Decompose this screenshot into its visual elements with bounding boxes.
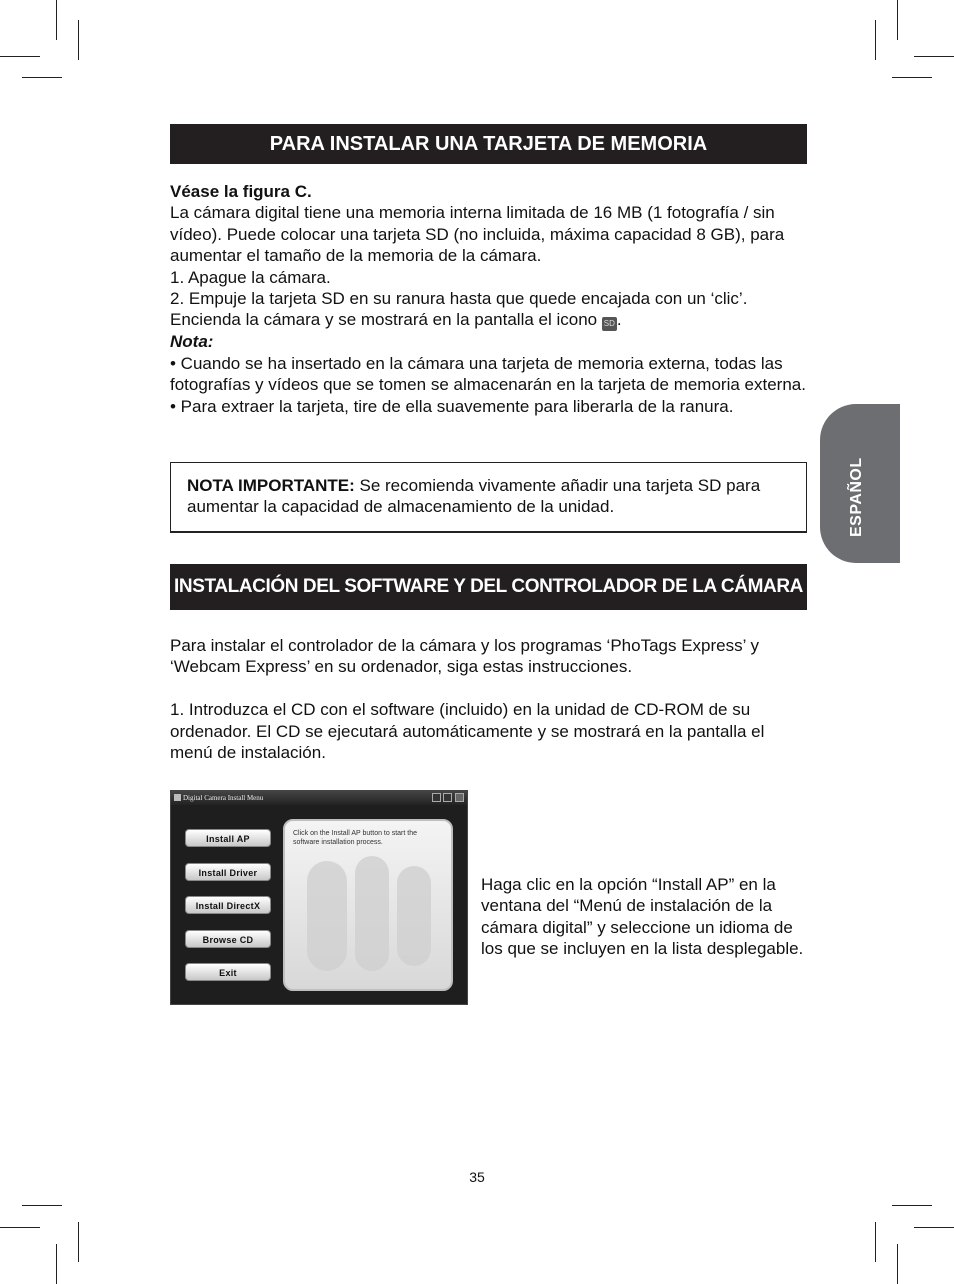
section-title-software: INSTALACIÓN DEL SOFTWARE Y DEL CONTROLADOR DE LA CÁMARA	[170, 564, 807, 610]
installer-panel-text: Click on the Install AP button to start the software installation process.	[293, 830, 417, 846]
crop-mark	[56, 0, 57, 40]
crop-mark	[78, 1222, 79, 1262]
spacer	[170, 678, 810, 699]
note-1: • Cuando se ha insertado en la cámara una tarjeta de memoria externa, todas las fotografías y vídeos que se tomen se almacenarán en la tarjeta de memoria externa.	[170, 353, 806, 395]
crop-mark	[897, 1244, 898, 1284]
maximize-icon[interactable]	[443, 793, 452, 802]
software-instructions	[170, 635, 810, 763]
language-tab-label: ESPAÑOL	[848, 457, 865, 537]
panel-watermark	[307, 861, 347, 971]
crop-mark	[0, 1227, 40, 1228]
installer-window-title: Digital Camera Install Menu	[183, 794, 264, 802]
install-directx-button[interactable]: Install DirectX	[185, 896, 271, 914]
step-2-text: 2. Empuje la tarjeta SD en su ranura hasta que quede encajada con un ‘clic’. Encienda la cámara y se mostrará en la pantalla el icono	[170, 289, 748, 330]
crop-mark	[892, 77, 932, 78]
installer-description: Haga clic en la opción “Install AP” en la ventana del “Menú de instalación de la cámara digital” y seleccione un idioma de los que se incluyen en la lista desplegable.	[481, 875, 804, 959]
important-note-label: NOTA IMPORTANTE:	[187, 476, 355, 495]
crop-mark	[0, 56, 40, 57]
panel-watermark	[397, 866, 431, 966]
crop-mark	[22, 1205, 62, 1206]
memory-card-instructions	[170, 181, 810, 417]
crop-mark	[78, 20, 79, 60]
note-2: • Para extraer la tarjeta, tire de ella suavemente para liberarla de la ranura.	[170, 396, 734, 416]
app-icon	[174, 794, 181, 801]
exit-button[interactable]: Exit	[185, 963, 271, 981]
browse-cd-button[interactable]: Browse CD	[185, 930, 271, 948]
memory-intro: La cámara digital tiene una memoria interna limitada de 16 MB (1 fotografía / sin vídeo). Puede colocar una tarjeta SD (no incluida, máxima capacidad 8 GB), para aumentar el tamaño de la memoria de la cámara.	[170, 203, 785, 266]
page-number: 35	[469, 1169, 485, 1185]
crop-mark	[875, 1222, 876, 1262]
step-1: 1. Apague la cámara.	[170, 267, 331, 287]
crop-mark	[897, 0, 898, 40]
crop-mark	[56, 1244, 57, 1284]
install-driver-button[interactable]: Install Driver	[185, 863, 271, 881]
crop-mark	[875, 20, 876, 60]
important-note-text: Se recomienda vivamente añadir una tarjeta SD para aumentar la capacidad de almacenamiento de la unidad.	[187, 476, 761, 517]
installer-info-panel	[283, 819, 453, 991]
see-figure: Véase la figura C.	[170, 182, 312, 201]
software-intro: Para instalar el controlador de la cámara y los programas ‘PhoTags Express’ y ‘Webcam Express’ en su ordenador, siga estas instrucciones.	[170, 636, 759, 677]
step-2	[170, 288, 810, 331]
note-label: Nota:	[170, 332, 214, 352]
section-title-memory-card: PARA INSTALAR UNA TARJETA DE MEMORIA	[170, 124, 807, 164]
step-2-end: .	[616, 310, 622, 330]
minimize-icon[interactable]	[432, 793, 441, 802]
installer-window-screenshot	[170, 790, 468, 1005]
language-tab	[820, 404, 900, 563]
crop-mark	[914, 56, 954, 57]
installer-titlebar	[171, 791, 467, 805]
crop-mark	[892, 1205, 932, 1206]
crop-mark	[22, 77, 62, 78]
important-note-box	[170, 462, 807, 533]
panel-watermark	[355, 856, 389, 971]
sd-card-icon: SD	[602, 317, 617, 331]
install-ap-button[interactable]: Install AP	[185, 829, 271, 847]
close-icon[interactable]	[455, 793, 464, 802]
software-step-1: 1. Introduzca el CD con el software (incluido) en la unidad de CD-ROM de su ordenador. El CD se ejecutará automáticamente y se mostrará en la pantalla el menú de instalación.	[170, 700, 765, 763]
crop-mark	[914, 1227, 954, 1228]
